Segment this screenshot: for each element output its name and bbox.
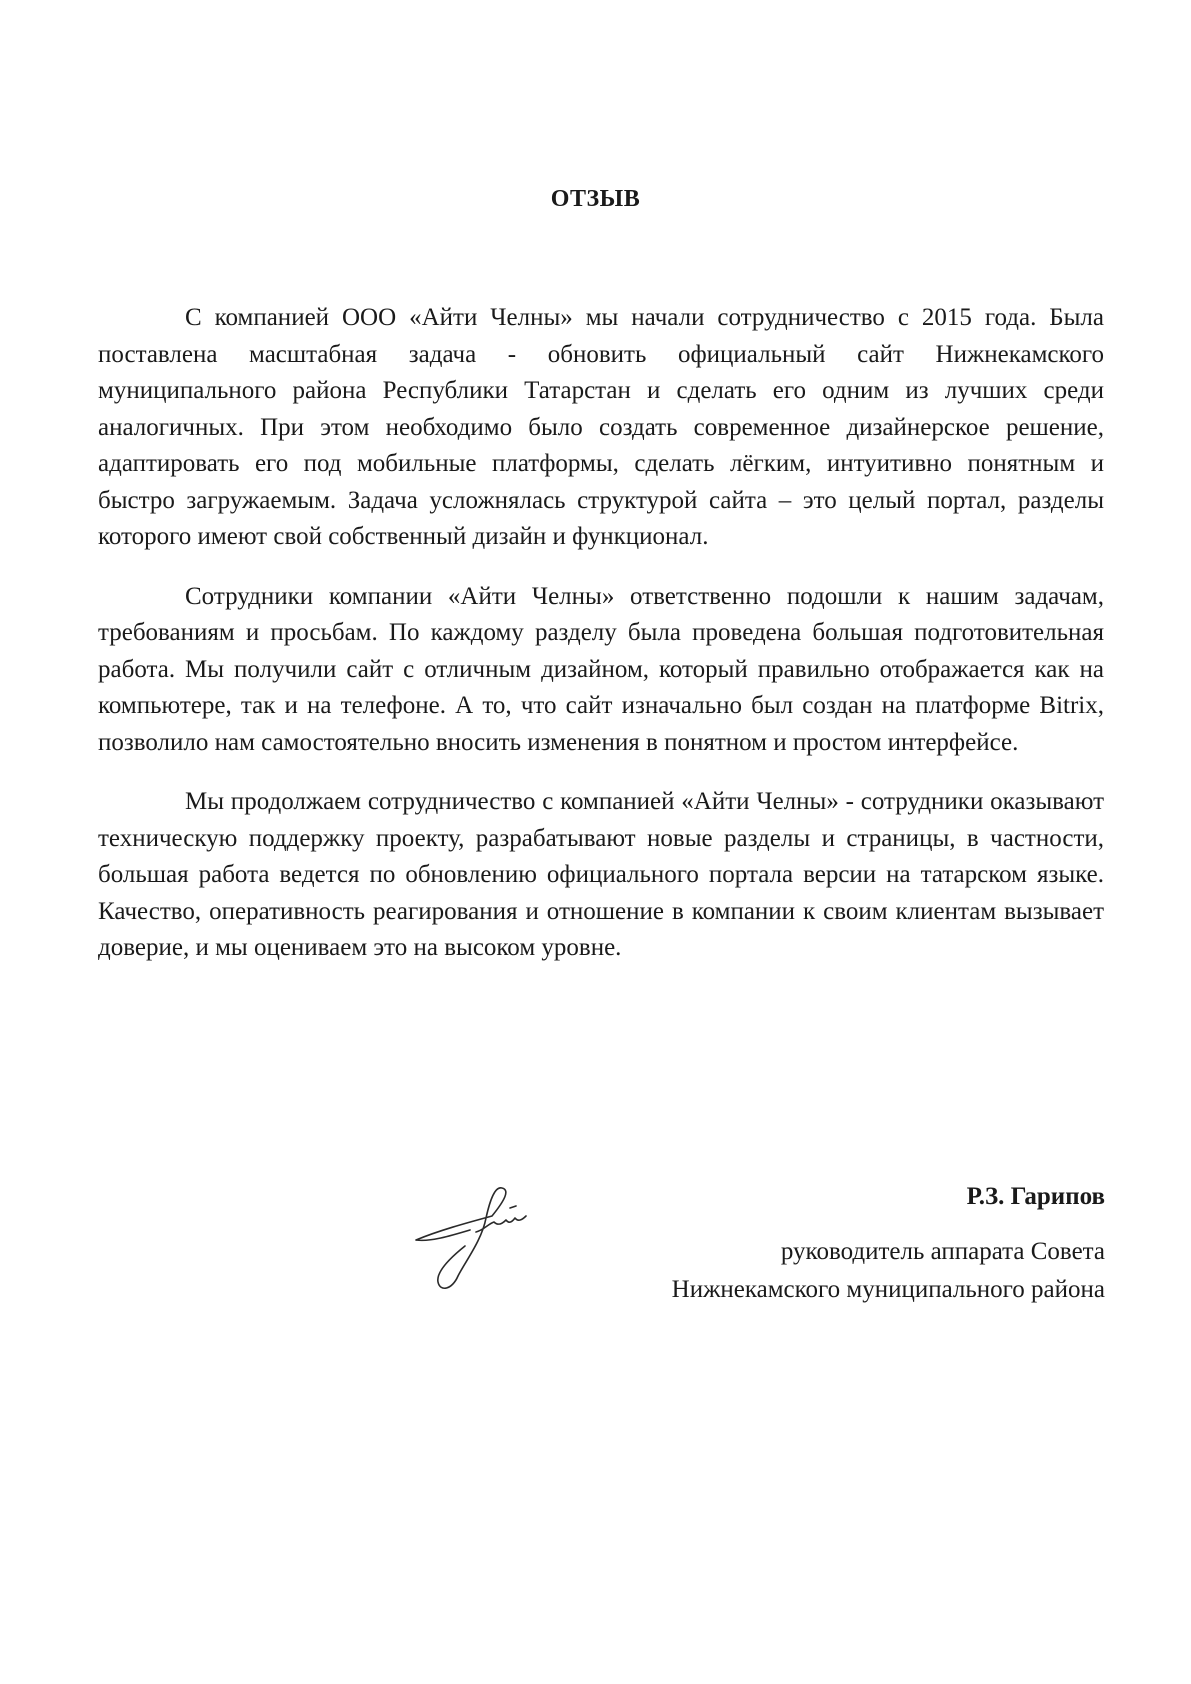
paragraph-1: С компанией ООО «Айти Челны» мы начали сотрудничество с 2015 года. Была поставлена масштабная задача - обновить официальный сайт Нижнекамского муниципального района Республики Татарстан и сделать его одним из лучших среди аналогичных. При этом необходимо было создать современное дизайнерское решение, адаптировать его под мобильные платформы, сделать лёгким, интуитивно понятным и быстро загружаемым. Задача усложнялась структурой сайта – это целый портал, разделы которого имеют свой собственный дизайн и функционал. [98, 304, 1104, 550]
paragraph-2: Сотрудники компании «Айти Челны» ответственно подошли к нашим задачам, требованиям и просьбам. По каждому разделу была проведена большая подготовительная работа. Мы получили сайт с отличным дизайном, который правильно отображается как на компьютере, так и на телефоне. А то, что сайт изначально был создан на платформе Bitrix, позволило нам самостоятельно вносить изменения в понятном и простом интерфейсе. [98, 582, 1104, 756]
signatory-position-line1: руководитель аппарата Совета [780, 1238, 1105, 1265]
signatory-name: Р.З. Гарипов [966, 1183, 1105, 1210]
handwritten-signature [410, 1180, 550, 1295]
document-body [98, 300, 1104, 990]
signatory-position [672, 1233, 1105, 1309]
signatory-position-line2: Нижнекамского муниципального района [671, 1276, 1105, 1303]
paragraph-3: Мы продолжаем сотрудничество с компанией «Айти Челны» - сотрудники оказывают техническую поддержку проекту, разрабатывают новые разделы и страницы, в частности, большая работа ведется по обновлению официального портала версии на татарском языке. Качество, оперативность реагирования и отношение в компании к своим клиентам вызывает доверие, и мы оцениваем это на высоком уровне. [98, 788, 1104, 961]
document-title: ОТЗЫВ [550, 186, 641, 212]
